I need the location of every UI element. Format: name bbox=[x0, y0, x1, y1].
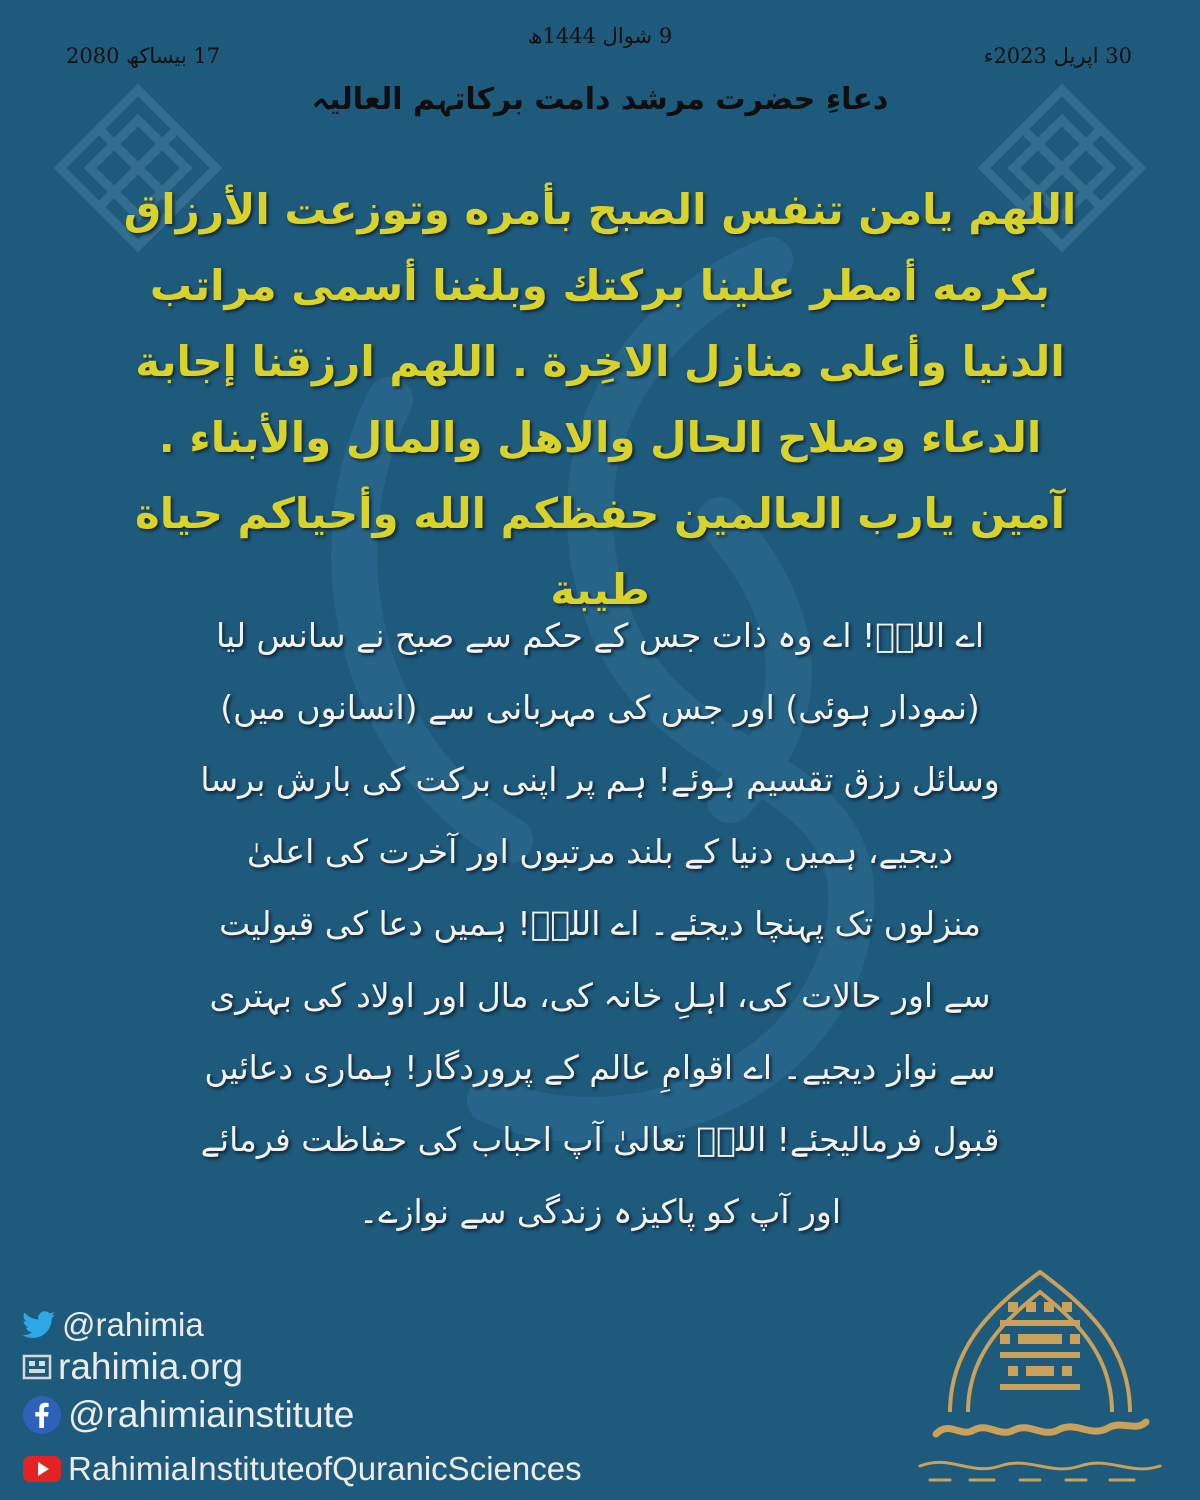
twitter-handle: @rahimia bbox=[62, 1306, 204, 1343]
youtube-link[interactable] bbox=[22, 1450, 582, 1488]
website-icon bbox=[22, 1352, 52, 1382]
facebook-icon bbox=[22, 1395, 62, 1435]
facebook-link[interactable] bbox=[22, 1394, 354, 1436]
bikrami-date: 17 بیساکھ 2080 bbox=[66, 44, 221, 68]
twitter-icon bbox=[22, 1311, 56, 1339]
arabic-dua: اللهم يامن تنفس الصبح بأمره وتوزعت الأرزاق بكرمه أمطر علينا بركتك وبلغنا أسمى مراتب الدنيا وأعلى منازل الاخِرة . اللهم ارزقنا إجابة الدعاء وصلاح الحال والاهل والمال والأبناء . آمين يارب العالمين حفظكم الله وأحياكم حياة طيبة bbox=[123, 185, 1077, 614]
website-url: rahimia.org bbox=[58, 1346, 244, 1387]
website-link[interactable] bbox=[22, 1346, 243, 1388]
page-title: دعاءِ حضرت مرشد دامت برکاتہم العالیہ bbox=[311, 82, 889, 117]
rahimia-logo-icon bbox=[890, 1262, 1190, 1492]
youtube-icon bbox=[22, 1455, 62, 1483]
urdu-translation: اے اللہؐ! اے وہ ذات جس کے حکم سے صبح نے سانس لیا (نمودار ہوئی) اور جس کی مہربانی سے (انسانوں میں) وسائل رزق تقسیم ہوئے! ہم پر اپنی برکت کی بارش برسا دیجیے، ہمیں دنیا کے بلند مرتبوں اور آخرت کی اعلیٰ منزلوں تک پہنچا دیجئے۔ اے اللہؐ! ہمیں دعا کی قبولیت سے اور حالات کی، اہلِ خانہ کی، مال اور اولاد کی بہتری سے نواز دیجیے۔ اے اقوامِ عالم کے پروردگار! ہماری دعائیں قبول فرمالیجئے! اللہؐ تعالیٰ آپ احباب کی حفاظت فرمائے اور آپ کو پاکیزہ زندگی سے نوازے۔ bbox=[200, 616, 1000, 1231]
youtube-channel: RahimiaInstituteofQuranicSciences bbox=[68, 1450, 582, 1487]
gregorian-date: 30 اپریل 2023ء bbox=[983, 44, 1132, 68]
hijri-date: 9 شوال 1444ھ bbox=[527, 24, 673, 48]
twitter-link[interactable] bbox=[22, 1306, 204, 1344]
facebook-handle: @rahimiainstitute bbox=[68, 1394, 355, 1435]
